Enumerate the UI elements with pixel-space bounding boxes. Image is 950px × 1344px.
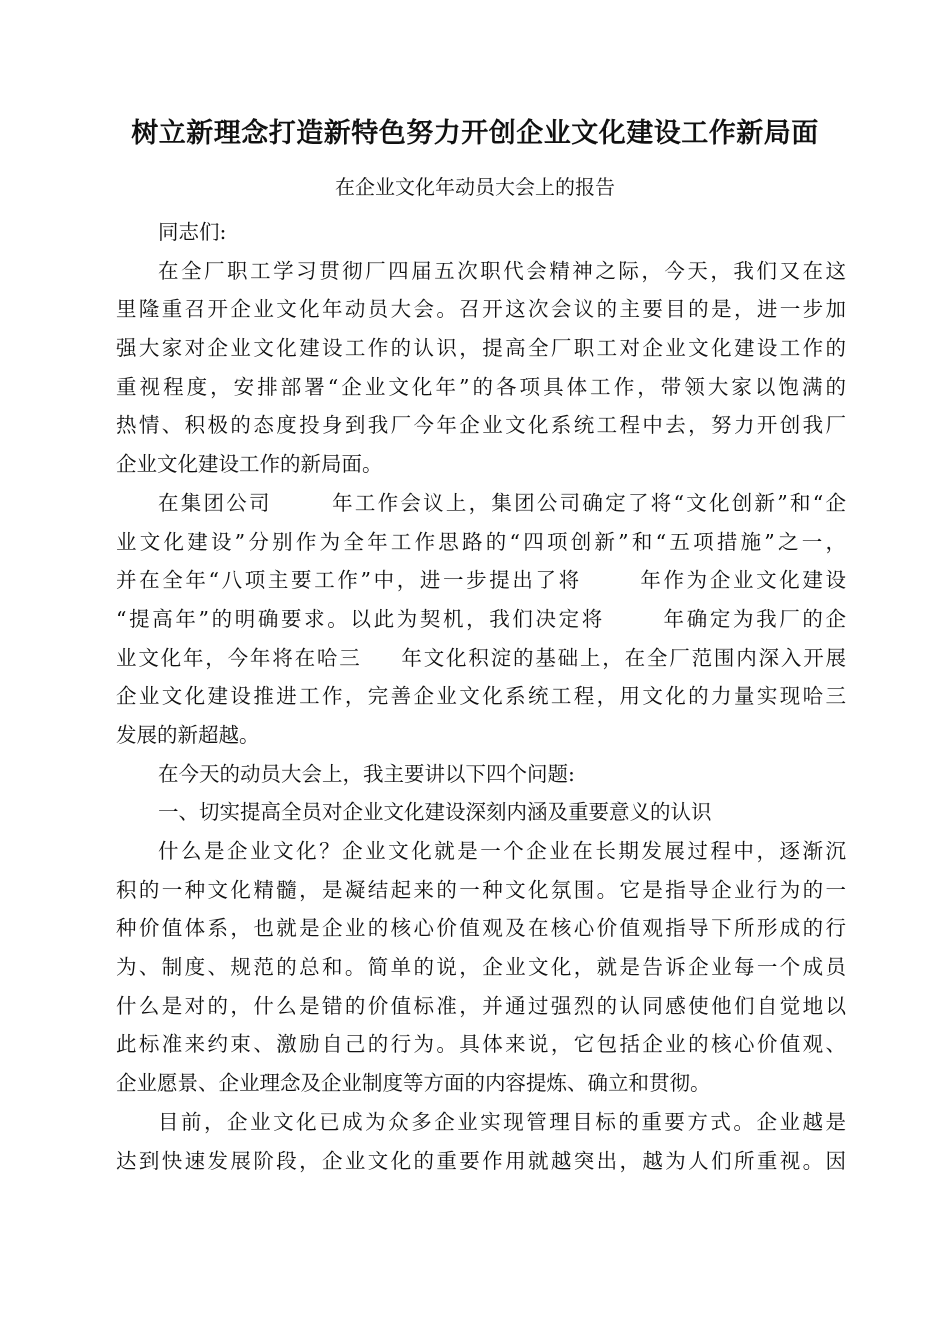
text-line: 业文化年，今年将在哈三 年文化积淀的基础上，在全厂范围内深入开展 — [116, 645, 847, 670]
text-line: “提高年”的明确要求。以此为契机，我们决定将 年确定为我厂的企 — [116, 606, 846, 631]
document-body — [116, 213, 846, 1180]
document-subtitle: 在企业文化年动员大会上的报告 — [335, 175, 615, 199]
text-line: 业文化建设”分别作为全年工作思路的“四项创新”和“五项措施”之一， — [116, 529, 846, 554]
text-line: 为、制度、规范的总和。简单的说，企业文化，就是告诉企业每一个成员 — [116, 955, 846, 980]
paragraph-2 — [116, 484, 846, 755]
paragraph-1 — [116, 252, 846, 484]
text-line: 什么是对的，什么是错的价值标准，并通过强烈的认同感使他们自觉地以 — [116, 993, 846, 1018]
text-line: 热情、积极的态度投身到我厂今年企业文化系统工程中去，努力开创我厂 — [116, 413, 846, 438]
text-line: 发展的新超越。 — [116, 722, 260, 747]
paragraph-4 — [116, 832, 846, 1103]
salutation: 同志们: — [158, 220, 227, 244]
text-line: 什么是企业文化？企业文化就是一个企业在长期发展过程中，逐渐沉 — [158, 839, 846, 863]
document-title: 树立新理念打造新特色努力开创企业文化建设工作新局面 — [131, 118, 819, 149]
text-line: 此标准来约束、激励自己的行为。具体来说，它包括企业的核心价值观、 — [116, 1032, 846, 1057]
text-line: 达到快速发展阶段，企业文化的重要作用就越突出，越为人们所重视。因 — [116, 1148, 846, 1173]
text-line: 种价值体系，也就是企业的核心价值观及在核心价值观指导下所形成的行 — [116, 916, 846, 941]
text-line: 目前，企业文化已成为众多企业实现管理目标的重要方式。企业越是 — [158, 1109, 846, 1134]
text-line: 积的一种文化精髓，是凝结起来的一种文化氛围。它是指导企业行为的一 — [116, 877, 846, 902]
text-line: 重视程度，安排部署“企业文化年”的各项具体工作，带领大家以饱满的 — [116, 374, 846, 399]
text-line: 并在全年“八项主要工作”中，进一步提出了将 年作为企业文化建设 — [116, 568, 846, 593]
paragraph-3: 在今天的动员大会上，我主要讲以下四个问题: — [158, 761, 575, 786]
text-line: 企业文化建设工作的新局面。 — [116, 452, 383, 477]
text-line: 企业文化建设推进工作，完善企业文化系统工程，用文化的力量实现哈三 — [116, 684, 846, 709]
text-line: 强大家对企业文化建设工作的认识，提高全厂职工对企业文化建设工作的 — [116, 336, 846, 361]
section-heading-1: 一、切实提高全员对企业文化建设深刻内涵及重要意义的认识 — [158, 800, 712, 825]
text-line: 里隆重召开企业文化年动员大会。召开这次会议的主要目的是，进一步加 — [116, 297, 846, 322]
paragraph-5 — [116, 1103, 846, 1180]
text-line: 在全厂职工学习贯彻厂四届五次职代会精神之际，今天，我们又在这 — [158, 258, 846, 283]
text-line: 在集团公司 年工作会议上，集团公司确定了将“文化创新”和“企 — [158, 490, 846, 515]
text-line: 企业愿景、企业理念及企业制度等方面的内容提炼、确立和贯彻。 — [116, 1071, 711, 1096]
